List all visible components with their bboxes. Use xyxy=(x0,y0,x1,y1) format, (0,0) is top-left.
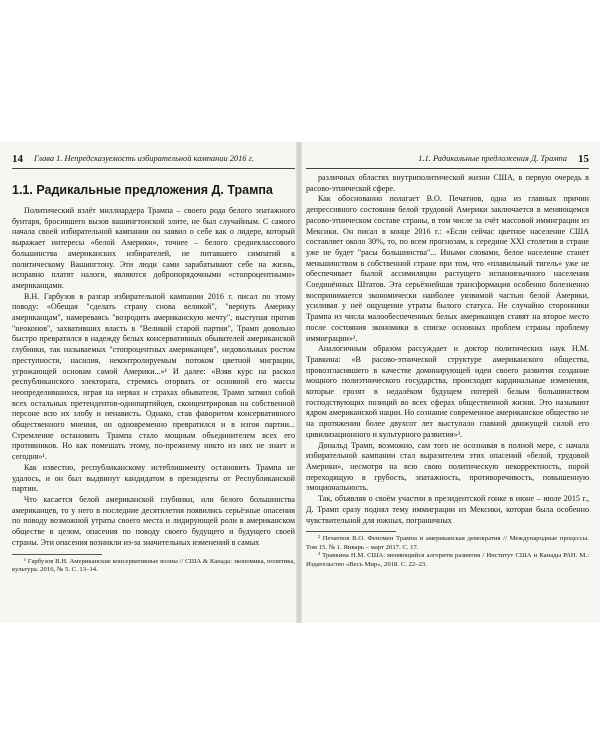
paragraph: В.Н. Гарбузов в разгар избирательной кампании 2016 г. писал по этому поводу: «Обещая "сделать страну снова великой", "вернуть Америку американцам", намереваясь "возродить американскую мечту", выступая против "неоконов", захвативших власть в "Великой старой партии", Трамп довольно быстро превратился в надежду белых консервативных обывателей американской глубинки, так называемых "стопроцентных американцев", недовольных ростом преступности, насилия, неконтролируемым потоком цветной миграции, угрожающей основам самой Америки...»¹ И далее: «Взяв курс на раскол республиканского электората, стремясь оторвать от основной его массы неопределившихся, играя на нервах и страхах обывателя, Трамп затмил собой всех остальных претендентов-однопартийцев, сконцентрировав на собственной персоне всю их злобу и ненависть. Однако, став фаворитом консервативного общественного мнения, он одновременно превратился и в изгоя партии... Стремление остановить Трампа стало мощным объединителем всех его противников. Но как помешать этому, по-прежнему никто из них не знает и сегодня»¹. xyxy=(12,291,295,462)
right-running-head xyxy=(306,152,589,166)
paragraph: Аналогичным образом рассуждает и доктор политических наук Н.М. Травкина: «В расово-этнической структуре американского общества, провозгласившего в качестве доминирующей идеи своего развития создание мощного полиэтнического государства, происходят кардинальные изменения, которые грозят в недалёком будущем потерей белым большинством господствующих позиций во всех сферах общественной жизни. Это называют ядром американской нации. Но сознание современное американское общество не на протяжении более двухсот лет выступало главной движущей силой его цивилизационного и культурного развития»³. xyxy=(306,344,589,439)
book-spread xyxy=(0,142,600,623)
paragraph: различных областях внутриполитической жизни США, в первую очередь в расово-этнической сфере. xyxy=(306,173,589,193)
footnote-rule xyxy=(306,531,396,532)
paragraph: Дональд Трамп, возможно, сам того не осознавая в полной мере, с начала избирательной кампании стал выразителем этих опасений «белой, трудовой Америки», несмотря на всю свою политическую некорректность, порой переходящую в грубость, эпатажность, противоречивость, повышенную эмоциональность. xyxy=(306,440,589,493)
paragraph: Политический взлёт миллиардера Трампа – своего рода белого эпатажного бунтаря, бросившего вызов вашингтонской элите, не был случайным. С самого начала своей избирательной кампании он заявил о себе как о лидере, который выражает интересы «белой Америки», точнее – белого среднеклассового большинства американских избирателей, не питавшего симпатий к политическому Вашингтону. Эти люди сами зарабатывают себе на жизнь, исправно платят налоги, являются добропорядочными «стопроцентными» американцами. xyxy=(12,206,295,290)
paragraph: Как известно, республиканскому истеблишменту остановить Трампа не удалось, и он был выдвинут кандидатом в президенты от Республиканской партии. xyxy=(12,462,295,494)
paragraph: Так, объявляя о своём участии в президентской гонке в июне – июле 2015 г., Д. Трамп сразу поднял тему иммиграции из Мексики, которая была особенно чувствительной для южных, пограничных xyxy=(306,494,589,525)
footnote-rule xyxy=(12,554,102,555)
right-page-number: 15 xyxy=(578,153,589,165)
book-gutter xyxy=(296,142,302,623)
right-page-body xyxy=(306,173,589,570)
left-header-rule xyxy=(12,168,295,169)
right-page xyxy=(306,142,589,623)
footnote: ¹ Гарбузов В.Н. Американские консервативные волны // США & Канада: экономика, политика, культура. 2016, № 5. С. 13–14. xyxy=(12,557,295,574)
footnote: ³ Травкина Н.М. США: меняющийся алгоритм развития / Институт США и Канады РАН. М.: Издательство «Весь Мир», 2018. С. 22–23. xyxy=(306,552,589,568)
left-running-head xyxy=(12,152,295,166)
footnote: ² Печатнов В.О. Феномен Трампа и американская демократия // Международные процессы. Том 15. № 1. Январь – март 2017. С. 17. xyxy=(306,535,589,551)
section-heading: 1.1. Радикальные предложения Д. Трампа xyxy=(12,183,273,197)
right-header-rule xyxy=(306,168,589,169)
left-page-body xyxy=(12,172,295,575)
left-page-number: 14 xyxy=(12,153,23,165)
paragraph: Как обоснованно полагает В.О. Печатнов, одна из главных причин депрессивного состояния белой трудовой Америки заключается в меняющемся расово-этническом составе страны, в том числе за счёт массовой иммиграции из Мексики. Он писал в конце 2016 г.: «Если сейчас цветное население США составляет около 30%, то, по всем прогнозам, к середине XXI столетия в стране уже не будет "расы большинства"... Иными словами, белое население станет меньшинством в собственной стране при том, что «плавильный тигель» уже не обеспечивает былой ассимиляции растущего испаноязычного населения Соединённых Штатов. Эта серьёзнейшая трансформация особенно болезненно воспринимается экономически наиболее уязвимой частью белой Америки, усиливая у неё ощущение утраты былого статуса. Не случайно сторонники Трампа из числа малообеспеченных белых американцев ставят на второе место после состояния экономики в списке основных проблем страны проблему иммиграции»². xyxy=(306,194,589,343)
left-running-title: Глава 1. Непредсказуемость избирательной кампании 2016 г. xyxy=(34,154,254,163)
right-running-title: 1.1. Радикальные предложения Д. Трампа xyxy=(418,154,567,163)
left-page xyxy=(12,142,295,623)
paragraph: Что касается белой американской глубинки, или белого большинства американцев, то у него в последние десятилетия появились серьёзные опасения по поводу возможной утраты своего места и лидирующей роли в американском обществе в целом, опасения по поводу своего будущего и будущего своей страны. Эти опасения возникли из-за значительных изменений в самых xyxy=(12,494,295,547)
